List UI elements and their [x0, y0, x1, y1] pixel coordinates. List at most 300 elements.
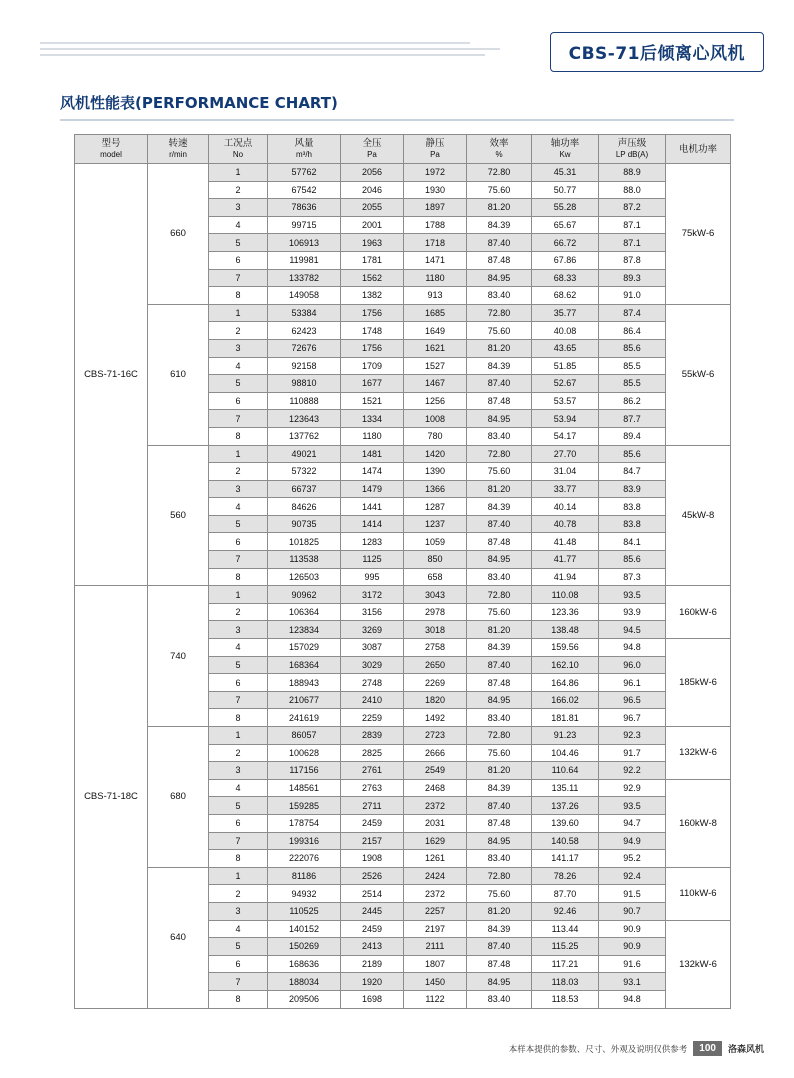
brand-name: 洛森风机: [727, 1045, 764, 1055]
cell-kw: 68.33: [532, 269, 599, 287]
cell-lpdba: 85.5: [599, 375, 666, 393]
cell-pa: 2468: [404, 779, 467, 797]
cell-mh: 168364: [268, 656, 341, 674]
cell-pa: 2748: [341, 674, 404, 692]
cell-kw: 135.11: [532, 779, 599, 797]
cell-lpdba: 89.4: [599, 427, 666, 445]
cell-no: 2: [209, 603, 268, 621]
cell-: 87.40: [467, 938, 532, 956]
cell-lpdba: 95.2: [599, 850, 666, 868]
cell-lpdba: 93.1: [599, 973, 666, 991]
cell-mh: 150269: [268, 938, 341, 956]
cell-: 75.60: [467, 322, 532, 340]
cell-no: 1: [209, 727, 268, 745]
cell-mh: 123643: [268, 410, 341, 428]
cell-kw: 66.72: [532, 234, 599, 252]
cell-mh: 241619: [268, 709, 341, 727]
cell-lpdba: 87.3: [599, 568, 666, 586]
cell-kw: 181.81: [532, 709, 599, 727]
cell-kw: 141.17: [532, 850, 599, 868]
cell-pa: 1527: [404, 357, 467, 375]
cell-: 75.60: [467, 744, 532, 762]
speed-cell: 740: [148, 586, 209, 727]
cell-pa: 1481: [341, 445, 404, 463]
cell-mh: 101825: [268, 533, 341, 551]
cell-lpdba: 87.8: [599, 251, 666, 269]
speed-cell: 610: [148, 304, 209, 445]
cell-: 72.80: [467, 586, 532, 604]
cell-pa: 2763: [341, 779, 404, 797]
cell-kw: 65.67: [532, 216, 599, 234]
cell-kw: 40.78: [532, 515, 599, 533]
cell-pa: 1963: [341, 234, 404, 252]
cell-mh: 222076: [268, 850, 341, 868]
cell-no: 3: [209, 480, 268, 498]
cell-no: 2: [209, 744, 268, 762]
cell-: 87.40: [467, 234, 532, 252]
cell-kw: 117.21: [532, 955, 599, 973]
cell-no: 1: [209, 304, 268, 322]
cell-kw: 138.48: [532, 621, 599, 639]
cell-no: 4: [209, 357, 268, 375]
cell-kw: 52.67: [532, 375, 599, 393]
cell-: 87.40: [467, 656, 532, 674]
cell-pa: 2723: [404, 727, 467, 745]
cell-: 75.60: [467, 603, 532, 621]
col-header-8: 声压级 LP dB(A): [599, 135, 666, 164]
cell-lpdba: 94.8: [599, 639, 666, 657]
cell-pa: 1334: [341, 410, 404, 428]
cell-mh: 57762: [268, 164, 341, 182]
cell-pa: 1125: [341, 551, 404, 569]
cell-mh: 117156: [268, 762, 341, 780]
cell-lpdba: 85.6: [599, 445, 666, 463]
cell-pa: 2549: [404, 762, 467, 780]
cell-kw: 40.08: [532, 322, 599, 340]
col-header-3: 风量 m³/h: [268, 135, 341, 164]
cell-kw: 159.56: [532, 639, 599, 657]
cell-lpdba: 87.7: [599, 410, 666, 428]
cell-: 75.60: [467, 463, 532, 481]
cell-: 75.60: [467, 885, 532, 903]
cell-mh: 98810: [268, 375, 341, 393]
motor-power-cell: 110kW-6: [666, 867, 731, 920]
cell-mh: 92158: [268, 357, 341, 375]
cell-pa: 2269: [404, 674, 467, 692]
cell-lpdba: 85.6: [599, 339, 666, 357]
cell-kw: 87.70: [532, 885, 599, 903]
cell-pa: 1441: [341, 498, 404, 516]
table-row: [75, 867, 731, 885]
col-header-4: 全压 Pa: [341, 135, 404, 164]
cell-: 87.40: [467, 515, 532, 533]
cell-lpdba: 87.1: [599, 216, 666, 234]
cell-pa: 2046: [341, 181, 404, 199]
cell-pa: 1807: [404, 955, 467, 973]
cell-pa: 1008: [404, 410, 467, 428]
cell-pa: 2424: [404, 867, 467, 885]
cell-mh: 62423: [268, 322, 341, 340]
cell-pa: 1562: [341, 269, 404, 287]
table-row: [75, 304, 731, 322]
cell-pa: 1420: [404, 445, 467, 463]
cell-kw: 110.08: [532, 586, 599, 604]
cell-pa: 1908: [341, 850, 404, 868]
cell-no: 4: [209, 639, 268, 657]
cell-pa: 2459: [341, 814, 404, 832]
cell-: 83.40: [467, 709, 532, 727]
cell-pa: 1256: [404, 392, 467, 410]
cell-kw: 137.26: [532, 797, 599, 815]
cell-pa: 1621: [404, 339, 467, 357]
table-row: [75, 727, 731, 745]
cell-: 87.48: [467, 955, 532, 973]
table-row: [75, 164, 731, 182]
cell-mh: 94932: [268, 885, 341, 903]
motor-power-cell: 132kW-6: [666, 727, 731, 780]
cell-mh: 110525: [268, 902, 341, 920]
cell-no: 7: [209, 410, 268, 428]
cell-lpdba: 87.4: [599, 304, 666, 322]
cell-kw: 118.53: [532, 990, 599, 1008]
cell-no: 4: [209, 779, 268, 797]
cell-pa: 2055: [341, 199, 404, 217]
cell-pa: 1709: [341, 357, 404, 375]
cell-no: 5: [209, 656, 268, 674]
cell-lpdba: 90.7: [599, 902, 666, 920]
cell-pa: 3043: [404, 586, 467, 604]
cell-mh: 110888: [268, 392, 341, 410]
cell-lpdba: 87.1: [599, 234, 666, 252]
cell-no: 7: [209, 973, 268, 991]
cell-pa: 1756: [341, 339, 404, 357]
cell-no: 5: [209, 234, 268, 252]
cell-mh: 84626: [268, 498, 341, 516]
cell-pa: 2666: [404, 744, 467, 762]
cell-pa: 2514: [341, 885, 404, 903]
cell-pa: 1649: [404, 322, 467, 340]
cell-: 72.80: [467, 727, 532, 745]
cell-pa: 2056: [341, 164, 404, 182]
cell-pa: 2839: [341, 727, 404, 745]
cell-no: 1: [209, 164, 268, 182]
cell-kw: 68.62: [532, 287, 599, 305]
performance-table-wrap: [74, 134, 731, 1009]
cell-no: 8: [209, 990, 268, 1008]
cell-mh: 159285: [268, 797, 341, 815]
cell-pa: 2111: [404, 938, 467, 956]
cell-pa: 1897: [404, 199, 467, 217]
cell-lpdba: 88.0: [599, 181, 666, 199]
cell-: 83.40: [467, 287, 532, 305]
cell-: 81.20: [467, 621, 532, 639]
cell-no: 6: [209, 533, 268, 551]
table-header-row: [75, 135, 731, 164]
cell-pa: 1521: [341, 392, 404, 410]
cell-pa: 1180: [341, 427, 404, 445]
speed-cell: 560: [148, 445, 209, 586]
cell-kw: 45.31: [532, 164, 599, 182]
cell-: 87.40: [467, 797, 532, 815]
cell-mh: 178754: [268, 814, 341, 832]
cell-kw: 162.10: [532, 656, 599, 674]
cell-lpdba: 96.7: [599, 709, 666, 727]
cell-pa: 3269: [341, 621, 404, 639]
cell-pa: 1718: [404, 234, 467, 252]
cell-kw: 67.86: [532, 251, 599, 269]
cell-: 87.48: [467, 392, 532, 410]
cell-mh: 106913: [268, 234, 341, 252]
col-header-9: 电机功率: [666, 135, 731, 164]
cell-no: 7: [209, 691, 268, 709]
cell-no: 7: [209, 269, 268, 287]
cell-: 84.95: [467, 410, 532, 428]
cell-no: 8: [209, 568, 268, 586]
cell-lpdba: 84.7: [599, 463, 666, 481]
cell-pa: 2761: [341, 762, 404, 780]
cell-no: 7: [209, 832, 268, 850]
cell-mh: 209506: [268, 990, 341, 1008]
cell-mh: 188943: [268, 674, 341, 692]
cell-no: 3: [209, 199, 268, 217]
cell-pa: 1677: [341, 375, 404, 393]
table-body: [75, 164, 731, 1009]
cell-pa: 1237: [404, 515, 467, 533]
cell-: 75.60: [467, 181, 532, 199]
cell-kw: 110.64: [532, 762, 599, 780]
cell-kw: 55.28: [532, 199, 599, 217]
cell-kw: 50.77: [532, 181, 599, 199]
cell-kw: 140.58: [532, 832, 599, 850]
cell-mh: 133782: [268, 269, 341, 287]
cell-mh: 90962: [268, 586, 341, 604]
cell-pa: 995: [341, 568, 404, 586]
cell-lpdba: 89.3: [599, 269, 666, 287]
cell-no: 5: [209, 938, 268, 956]
cell-kw: 123.36: [532, 603, 599, 621]
cell-lpdba: 94.8: [599, 990, 666, 1008]
cell-pa: 2650: [404, 656, 467, 674]
cell-pa: 2197: [404, 920, 467, 938]
cell-pa: 1685: [404, 304, 467, 322]
cell-pa: 850: [404, 551, 467, 569]
cell-: 83.40: [467, 990, 532, 1008]
cell-: 81.20: [467, 480, 532, 498]
cell-mh: 90735: [268, 515, 341, 533]
cell-pa: 2372: [404, 797, 467, 815]
cell-lpdba: 93.9: [599, 603, 666, 621]
cell-pa: 2001: [341, 216, 404, 234]
performance-table: [74, 134, 731, 1009]
speed-cell: 680: [148, 727, 209, 868]
cell-pa: 2758: [404, 639, 467, 657]
cell-mh: 168636: [268, 955, 341, 973]
cell-pa: 1698: [341, 990, 404, 1008]
cell-pa: 1122: [404, 990, 467, 1008]
cell-: 72.80: [467, 867, 532, 885]
cell-no: 8: [209, 850, 268, 868]
footer-note: 本样本提供的参数、尺寸、外观及说明仅供参考: [508, 1044, 688, 1055]
model-cell: CBS-71-16C: [75, 164, 148, 586]
cell-kw: 53.57: [532, 392, 599, 410]
cell-no: 6: [209, 392, 268, 410]
cell-kw: 41.94: [532, 568, 599, 586]
cell-pa: 1492: [404, 709, 467, 727]
cell-pa: 1180: [404, 269, 467, 287]
cell-kw: 54.17: [532, 427, 599, 445]
cell-pa: 3018: [404, 621, 467, 639]
cell-lpdba: 92.9: [599, 779, 666, 797]
cell-mh: 67542: [268, 181, 341, 199]
cell-kw: 51.85: [532, 357, 599, 375]
cell-kw: 139.60: [532, 814, 599, 832]
cell-lpdba: 91.0: [599, 287, 666, 305]
cell-pa: 1287: [404, 498, 467, 516]
cell-pa: 1467: [404, 375, 467, 393]
cell-pa: 1471: [404, 251, 467, 269]
cell-kw: 33.77: [532, 480, 599, 498]
table-row: [75, 445, 731, 463]
cell-no: 3: [209, 621, 268, 639]
cell-pa: 1781: [341, 251, 404, 269]
table-header: [75, 135, 731, 164]
cell-: 83.40: [467, 568, 532, 586]
cell-: 84.95: [467, 832, 532, 850]
cell-mh: 148561: [268, 779, 341, 797]
cell-lpdba: 94.9: [599, 832, 666, 850]
table-row: [75, 586, 731, 604]
cell-no: 4: [209, 920, 268, 938]
cell-: 81.20: [467, 902, 532, 920]
cell-: 81.20: [467, 762, 532, 780]
cell-pa: 2459: [341, 920, 404, 938]
cell-: 72.80: [467, 304, 532, 322]
cell-lpdba: 94.7: [599, 814, 666, 832]
cell-kw: 41.77: [532, 551, 599, 569]
cell-kw: 113.44: [532, 920, 599, 938]
cell-pa: 1629: [404, 832, 467, 850]
motor-power-cell: 132kW-6: [666, 920, 731, 1008]
cell-pa: 1972: [404, 164, 467, 182]
col-header-1: 转速 r/min: [148, 135, 209, 164]
cell-: 83.40: [467, 850, 532, 868]
cell-lpdba: 91.6: [599, 955, 666, 973]
section-title: 风机性能表(PERFORMANCE CHART): [60, 94, 338, 112]
cell-kw: 118.03: [532, 973, 599, 991]
cell-mh: 81186: [268, 867, 341, 885]
cell-pa: 3156: [341, 603, 404, 621]
cell-kw: 92.46: [532, 902, 599, 920]
cell-: 72.80: [467, 445, 532, 463]
cell-: 84.39: [467, 920, 532, 938]
cell-pa: 1366: [404, 480, 467, 498]
cell-mh: 199316: [268, 832, 341, 850]
cell-mh: 53384: [268, 304, 341, 322]
cell-no: 5: [209, 797, 268, 815]
speed-cell: 640: [148, 867, 209, 1008]
cell-mh: 99715: [268, 216, 341, 234]
cell-no: 6: [209, 955, 268, 973]
section-title-bar: [60, 92, 734, 121]
cell-lpdba: 96.1: [599, 674, 666, 692]
cell-mh: 188034: [268, 973, 341, 991]
cell-mh: 78636: [268, 199, 341, 217]
cell-lpdba: 83.8: [599, 498, 666, 516]
cell-no: 6: [209, 814, 268, 832]
cell-: 84.95: [467, 973, 532, 991]
cell-no: 6: [209, 251, 268, 269]
cell-mh: 100628: [268, 744, 341, 762]
cell-kw: 41.48: [532, 533, 599, 551]
cell-lpdba: 90.9: [599, 938, 666, 956]
cell-lpdba: 91.5: [599, 885, 666, 903]
cell-kw: 43.65: [532, 339, 599, 357]
cell-lpdba: 83.9: [599, 480, 666, 498]
model-cell: CBS-71-18C: [75, 586, 148, 1008]
cell-: 84.39: [467, 216, 532, 234]
cell-kw: 40.14: [532, 498, 599, 516]
cell-: 87.40: [467, 375, 532, 393]
cell-pa: 2189: [341, 955, 404, 973]
cell-no: 3: [209, 762, 268, 780]
cell-kw: 53.94: [532, 410, 599, 428]
cell-: 83.40: [467, 427, 532, 445]
cell-no: 1: [209, 445, 268, 463]
cell-pa: 1059: [404, 533, 467, 551]
cell-: 87.48: [467, 814, 532, 832]
col-header-2: 工况点 No: [209, 135, 268, 164]
cell-pa: 1261: [404, 850, 467, 868]
cell-: 72.80: [467, 164, 532, 182]
cell-: 84.39: [467, 357, 532, 375]
cell-lpdba: 92.2: [599, 762, 666, 780]
cell-lpdba: 88.9: [599, 164, 666, 182]
cell-mh: 49021: [268, 445, 341, 463]
cell-no: 3: [209, 339, 268, 357]
motor-power-cell: 75kW-6: [666, 164, 731, 305]
cell-no: 4: [209, 216, 268, 234]
page-number: 100: [693, 1041, 722, 1056]
cell-pa: 2825: [341, 744, 404, 762]
cell-no: 4: [209, 498, 268, 516]
cell-mh: 113538: [268, 551, 341, 569]
cell-lpdba: 92.3: [599, 727, 666, 745]
cell-pa: 3029: [341, 656, 404, 674]
cell-no: 8: [209, 427, 268, 445]
cell-mh: 149058: [268, 287, 341, 305]
cell-lpdba: 85.6: [599, 551, 666, 569]
cell-lpdba: 94.5: [599, 621, 666, 639]
cell-no: 8: [209, 709, 268, 727]
cell-: 87.48: [467, 533, 532, 551]
cell-kw: 31.04: [532, 463, 599, 481]
cell-: 84.95: [467, 691, 532, 709]
cell-pa: 2526: [341, 867, 404, 885]
decorative-lines: [40, 42, 560, 60]
cell-pa: 1820: [404, 691, 467, 709]
cell-mh: 57322: [268, 463, 341, 481]
cell-lpdba: 83.8: [599, 515, 666, 533]
page-header: [0, 20, 794, 70]
cell-mh: 119981: [268, 251, 341, 269]
cell-lpdba: 87.2: [599, 199, 666, 217]
cell-pa: 2445: [341, 902, 404, 920]
product-title-box: [550, 32, 764, 72]
cell-lpdba: 84.1: [599, 533, 666, 551]
cell-mh: 123834: [268, 621, 341, 639]
cell-: 84.95: [467, 269, 532, 287]
motor-power-cell: 45kW-8: [666, 445, 731, 586]
